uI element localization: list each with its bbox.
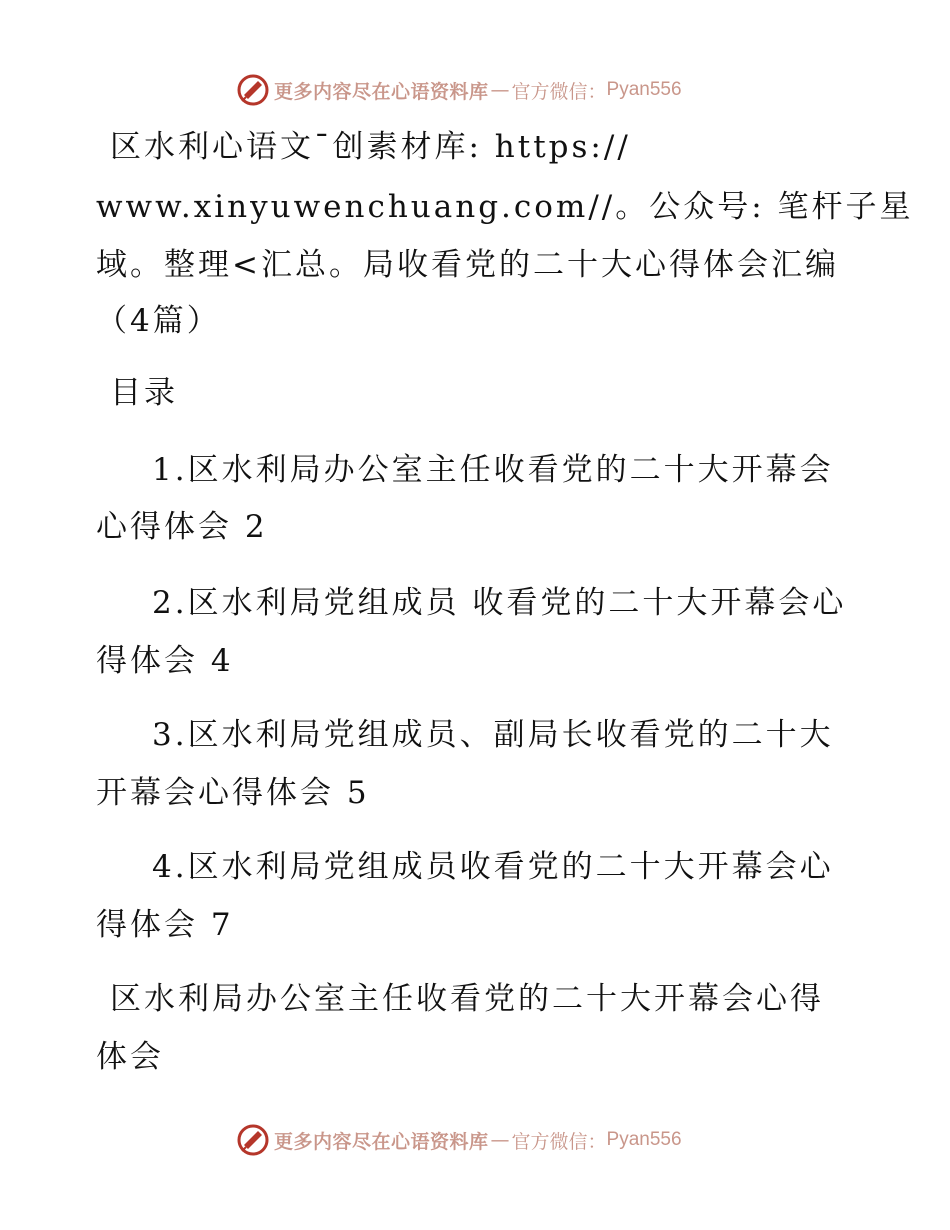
toc-item-3-line-2: 开幕会心得体会 5 bbox=[96, 775, 370, 811]
toc-item-2-line-2: 得体会 4 bbox=[96, 643, 234, 679]
banner-wechat-label: 官方微信： bbox=[511, 80, 607, 103]
banner-slogan: 更多内容尽在心语资料库 bbox=[274, 80, 489, 103]
banner-wechat-id: Pyan556 bbox=[606, 1129, 682, 1150]
intro-line-2: www.xinyuwenchuang.com//。公众号: 笔杆子星 bbox=[96, 189, 914, 225]
toc-heading: 目录 bbox=[110, 375, 178, 411]
toc-item-4-line-1: 4.区水利局党组成员收看党的二十大开幕会心 bbox=[152, 849, 834, 885]
banner-wechat-label: 官方微信： bbox=[511, 1130, 607, 1153]
header-banner bbox=[236, 72, 682, 108]
section-title-line-2: 体会 bbox=[96, 1039, 164, 1075]
intro-line-4: （4篇） bbox=[96, 303, 221, 339]
banner-wechat-id: Pyan556 bbox=[606, 79, 682, 100]
toc-item-4-line-2: 得体会 7 bbox=[96, 907, 234, 943]
toc-item-3-line-1: 3.区水利局党组成员、副局长收看党的二十大 bbox=[152, 717, 834, 753]
pen-logo-icon bbox=[236, 1123, 270, 1157]
footer-banner bbox=[236, 1122, 682, 1158]
toc-item-1-line-1: 1.区水利局办公室主任收看党的二十大开幕会 bbox=[152, 452, 834, 488]
intro-line-1: 区水利心语文¯创素材库: https:// bbox=[110, 129, 631, 165]
banner-dash: — bbox=[490, 1129, 510, 1151]
section-title-line-1: 区水利局办公室主任收看党的二十大开幕会心得 bbox=[110, 981, 824, 1017]
toc-item-2-line-1: 2.区水利局党组成员 收看党的二十大开幕会心 bbox=[152, 585, 847, 621]
intro-line-3: 域。整理<汇总。局收看党的二十大心得体会汇编 bbox=[96, 247, 839, 283]
banner-dash: — bbox=[490, 79, 510, 101]
banner-slogan: 更多内容尽在心语资料库 bbox=[274, 1130, 489, 1153]
pen-logo-icon bbox=[236, 73, 270, 107]
toc-item-1-line-2: 心得体会 2 bbox=[96, 509, 268, 545]
